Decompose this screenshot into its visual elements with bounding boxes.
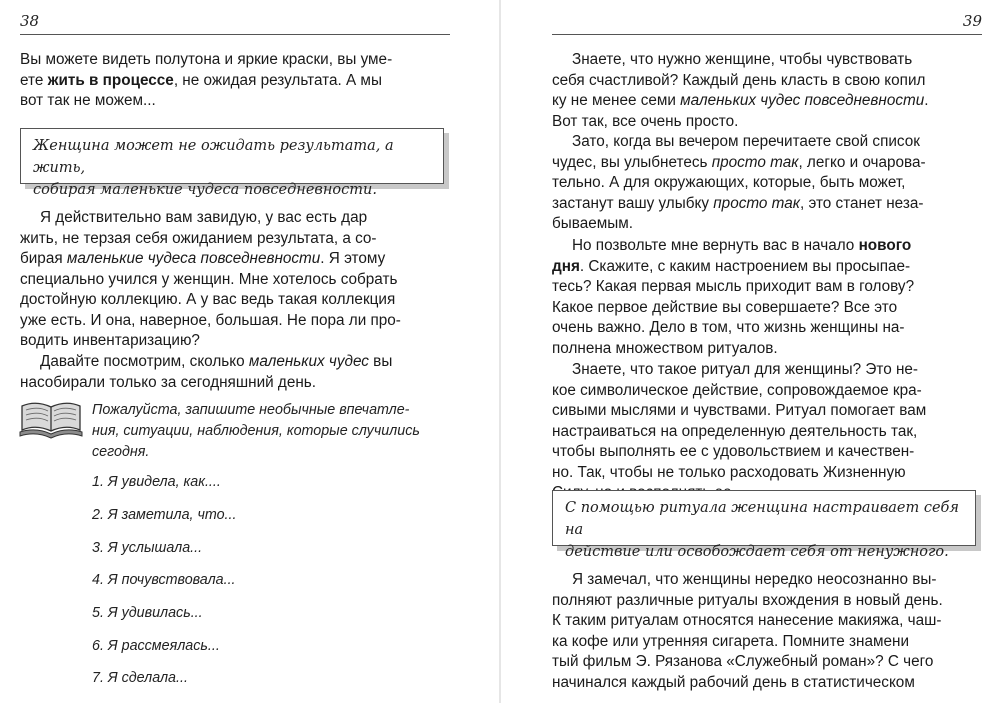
text-line: начинался каждый рабочий день в статистическом bbox=[552, 673, 915, 691]
text-line: Я действительно вам завидую, у вас есть дар bbox=[40, 209, 368, 226]
text-line: ка кофе или утренняя сигарета. Помните знамени bbox=[552, 632, 910, 650]
text-line: К таким ритуалам относятся нанесение макияжа, чаш- bbox=[552, 612, 942, 629]
callout-box bbox=[20, 128, 444, 198]
text-line: Давайте посмотрим, сколько маленьких чудес вы bbox=[40, 353, 393, 370]
text-line: Вы можете видеть полутона и яркие краски, вы уме- bbox=[20, 51, 393, 68]
text-line: Знаете, что нужно женщине, чтобы чувствовать bbox=[572, 51, 913, 68]
text-line: достойную коллекцию. А у вас ведь такая коллекция bbox=[20, 291, 396, 308]
list-item: 3. Я услышала... bbox=[92, 540, 203, 556]
text-line: Но позвольте мне вернуть вас в начало нового bbox=[572, 237, 912, 254]
text-line: тесь? Какая первая мысль приходит вам в голову? bbox=[552, 278, 915, 295]
list-item: 1. Я увидела, как.... bbox=[92, 474, 221, 490]
text-line: застанут вашу улыбку просто так, это станет неза- bbox=[552, 194, 924, 212]
paragraph bbox=[552, 360, 984, 504]
text-line: но. Так, чтобы не только расходовать Жизненную bbox=[552, 463, 906, 481]
paragraph bbox=[552, 50, 984, 132]
text-line: очень важно. Дело в том, что жизнь женщины на- bbox=[552, 319, 905, 336]
paragraph bbox=[20, 50, 452, 112]
header-rule bbox=[552, 34, 982, 35]
text-line: чтобы выполнять ее с удовольствием и качествен- bbox=[552, 443, 915, 460]
text-line: жить, не терзая себя ожиданием результата, а со- bbox=[20, 229, 377, 247]
list-item: 6. Я рассмеялась... bbox=[92, 638, 220, 654]
text-line: тый фильм Э. Рязанова «Служебный роман»? С чего bbox=[552, 653, 934, 670]
text-line: себя счастливой? Каждый день класть в свою копил bbox=[552, 71, 926, 89]
text-line: водить инвентаризацию? bbox=[20, 332, 200, 349]
text-line: бываемым. bbox=[552, 215, 634, 232]
text-line: сивыми мыслями и чувствами. Ритуал помогает вам bbox=[552, 402, 927, 419]
text-line: кое символическое действие, сопровождаемое кра- bbox=[552, 381, 922, 399]
text-line: Вот так, все очень просто. bbox=[552, 112, 739, 130]
paragraph bbox=[552, 236, 984, 359]
callout-line: действие или освобождает себя от ненужного. bbox=[565, 544, 949, 560]
page-number: 39 bbox=[962, 12, 982, 30]
instruction-text: Пожалуйста, запишите необычные впечатле- ния, ситуации, наблюдения, которые случились сегодня. bbox=[92, 402, 420, 460]
list-item: 5. Я удивилась... bbox=[92, 605, 203, 621]
text-line: ку не менее семи маленьких чудес повседневности. bbox=[552, 92, 929, 109]
text-line: Я замечал, что женщины нередко неосознанно вы- bbox=[572, 571, 937, 588]
callout-line: Женщина может не ожидать результата, а жить, bbox=[33, 138, 394, 176]
text-line: Зато, когда вы вечером перечитаете свой список bbox=[572, 133, 920, 150]
text-line: Знаете, что такое ритуал для женщины? Это не- bbox=[572, 361, 918, 378]
text-line: полняют различные ритуалы вхождения в новый день. bbox=[552, 591, 943, 609]
header-rule bbox=[20, 34, 450, 35]
paragraph bbox=[552, 132, 984, 235]
text-line: чудес, вы улыбнетесь просто так, легко и очарова- bbox=[552, 153, 926, 171]
paragraph bbox=[20, 208, 452, 352]
text-line: настраиваться на определенную деятельность так, bbox=[552, 422, 918, 440]
text-line: дня. Скажите, с каким настроением вы просыпае- bbox=[552, 257, 911, 275]
callout-line: С помощью ритуала женщина настраивает себя на bbox=[565, 500, 959, 538]
text-line: бирая маленькие чудеса повседневности. Я этому bbox=[20, 250, 386, 267]
text-line: ете жить в процессе, не ожидая результата. А мы bbox=[20, 71, 382, 89]
text-line: вот так не можем... bbox=[20, 92, 156, 109]
text-line: Какое первое действие вы совершаете? Все это bbox=[552, 298, 898, 316]
page-number: 38 bbox=[20, 12, 40, 30]
text-line: полнена множеством ритуалов. bbox=[552, 339, 778, 357]
callout-line: собирая маленькие чудеса повседневности. bbox=[33, 182, 377, 198]
paragraph bbox=[552, 570, 984, 693]
callout-box bbox=[552, 490, 976, 560]
paragraph bbox=[20, 352, 452, 393]
text-line: насобирали только за сегодняшний день. bbox=[20, 373, 317, 391]
list-item: 7. Я сделала... bbox=[92, 670, 188, 686]
text-line: специально учился у женщин. Мне хотелось собрать bbox=[20, 270, 398, 288]
open-book-icon bbox=[18, 398, 84, 440]
list-item: 4. Я почувствовала... bbox=[92, 572, 236, 588]
text-line: тельно. А для окружающих, которые, быть может, bbox=[552, 174, 906, 191]
right-page bbox=[500, 0, 1000, 703]
text-line: уже есть. И она, наверное, большая. Не пора ли про- bbox=[20, 311, 401, 329]
list-item: 2. Я заметила, что... bbox=[92, 507, 237, 523]
